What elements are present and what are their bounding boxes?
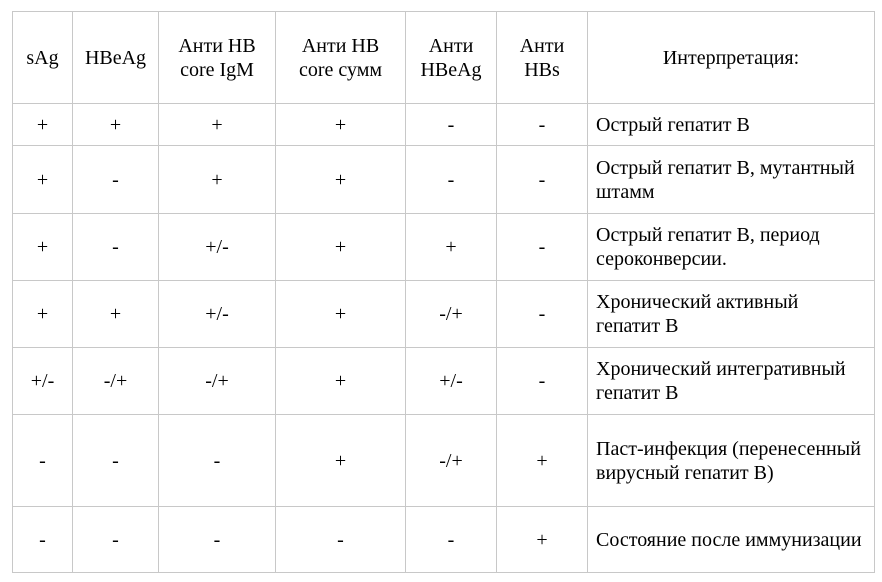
cell-anti-hbeag: - [406,104,497,146]
cell-interpretation: Острый гепатит В [588,104,875,146]
cell-anti-hbcore-total: + [276,348,406,415]
table-row [13,146,875,214]
cell-anti-hbcore-igm: + [159,146,276,214]
cell-interpretation: Острый гепатит В, мутантный штамм [588,146,875,214]
cell-anti-hbs: - [497,146,588,214]
cell-sag: + [13,281,73,348]
header-row [13,12,875,104]
cell-interpretation: Состояние после иммунизации [588,507,875,573]
cell-hbeag: - [73,415,159,507]
cell-anti-hbeag: -/+ [406,415,497,507]
cell-interpretation: Хронический интегративный гепатит В [588,348,875,415]
cell-hbeag: - [73,214,159,281]
cell-interpretation: Острый гепатит В, период сероконверсии. [588,214,875,281]
cell-anti-hbs: - [497,348,588,415]
cell-anti-hbcore-total: + [276,214,406,281]
cell-hbeag: - [73,507,159,573]
cell-sag: + [13,146,73,214]
cell-anti-hbcore-total: + [276,104,406,146]
cell-sag: + [13,214,73,281]
table-row [13,507,875,573]
header-anti-hbcore-total: Анти HB core сумм [276,12,406,104]
cell-sag: +/- [13,348,73,415]
cell-anti-hbeag: +/- [406,348,497,415]
cell-sag: - [13,415,73,507]
cell-hbeag: -/+ [73,348,159,415]
cell-anti-hbs: - [497,214,588,281]
cell-anti-hbeag: + [406,214,497,281]
cell-sag: - [13,507,73,573]
header-hbeag: HBeAg [73,12,159,104]
table-row [13,281,875,348]
table-row [13,348,875,415]
cell-anti-hbcore-total: - [276,507,406,573]
cell-interpretation: Паст-инфекция (перенесенный вирусный гепатит В) [588,415,875,507]
hepatitis-b-markers-table [12,11,875,573]
table-row [13,415,875,507]
header-anti-hbcore-igm: Анти HB core IgM [159,12,276,104]
cell-anti-hbs: + [497,415,588,507]
cell-anti-hbcore-igm: - [159,415,276,507]
cell-anti-hbeag: -/+ [406,281,497,348]
cell-anti-hbcore-igm: +/- [159,214,276,281]
cell-sag: + [13,104,73,146]
header-interpretation: Интерпретация: [588,12,875,104]
cell-anti-hbcore-igm: +/- [159,281,276,348]
header-anti-hbs: Анти HBs [497,12,588,104]
cell-anti-hbeag: - [406,507,497,573]
table-row [13,214,875,281]
header-anti-hbeag: Анти HBeAg [406,12,497,104]
cell-anti-hbs: - [497,104,588,146]
cell-anti-hbcore-igm: -/+ [159,348,276,415]
cell-hbeag: + [73,281,159,348]
cell-interpretation: Хронический активный гепатит В [588,281,875,348]
cell-anti-hbcore-total: + [276,146,406,214]
table-row [13,104,875,146]
cell-anti-hbcore-igm: + [159,104,276,146]
cell-anti-hbcore-total: + [276,281,406,348]
cell-hbeag: + [73,104,159,146]
header-sag: sAg [13,12,73,104]
cell-anti-hbeag: - [406,146,497,214]
cell-hbeag: - [73,146,159,214]
cell-anti-hbs: - [497,281,588,348]
cell-anti-hbcore-igm: - [159,507,276,573]
cell-anti-hbcore-total: + [276,415,406,507]
cell-anti-hbs: + [497,507,588,573]
